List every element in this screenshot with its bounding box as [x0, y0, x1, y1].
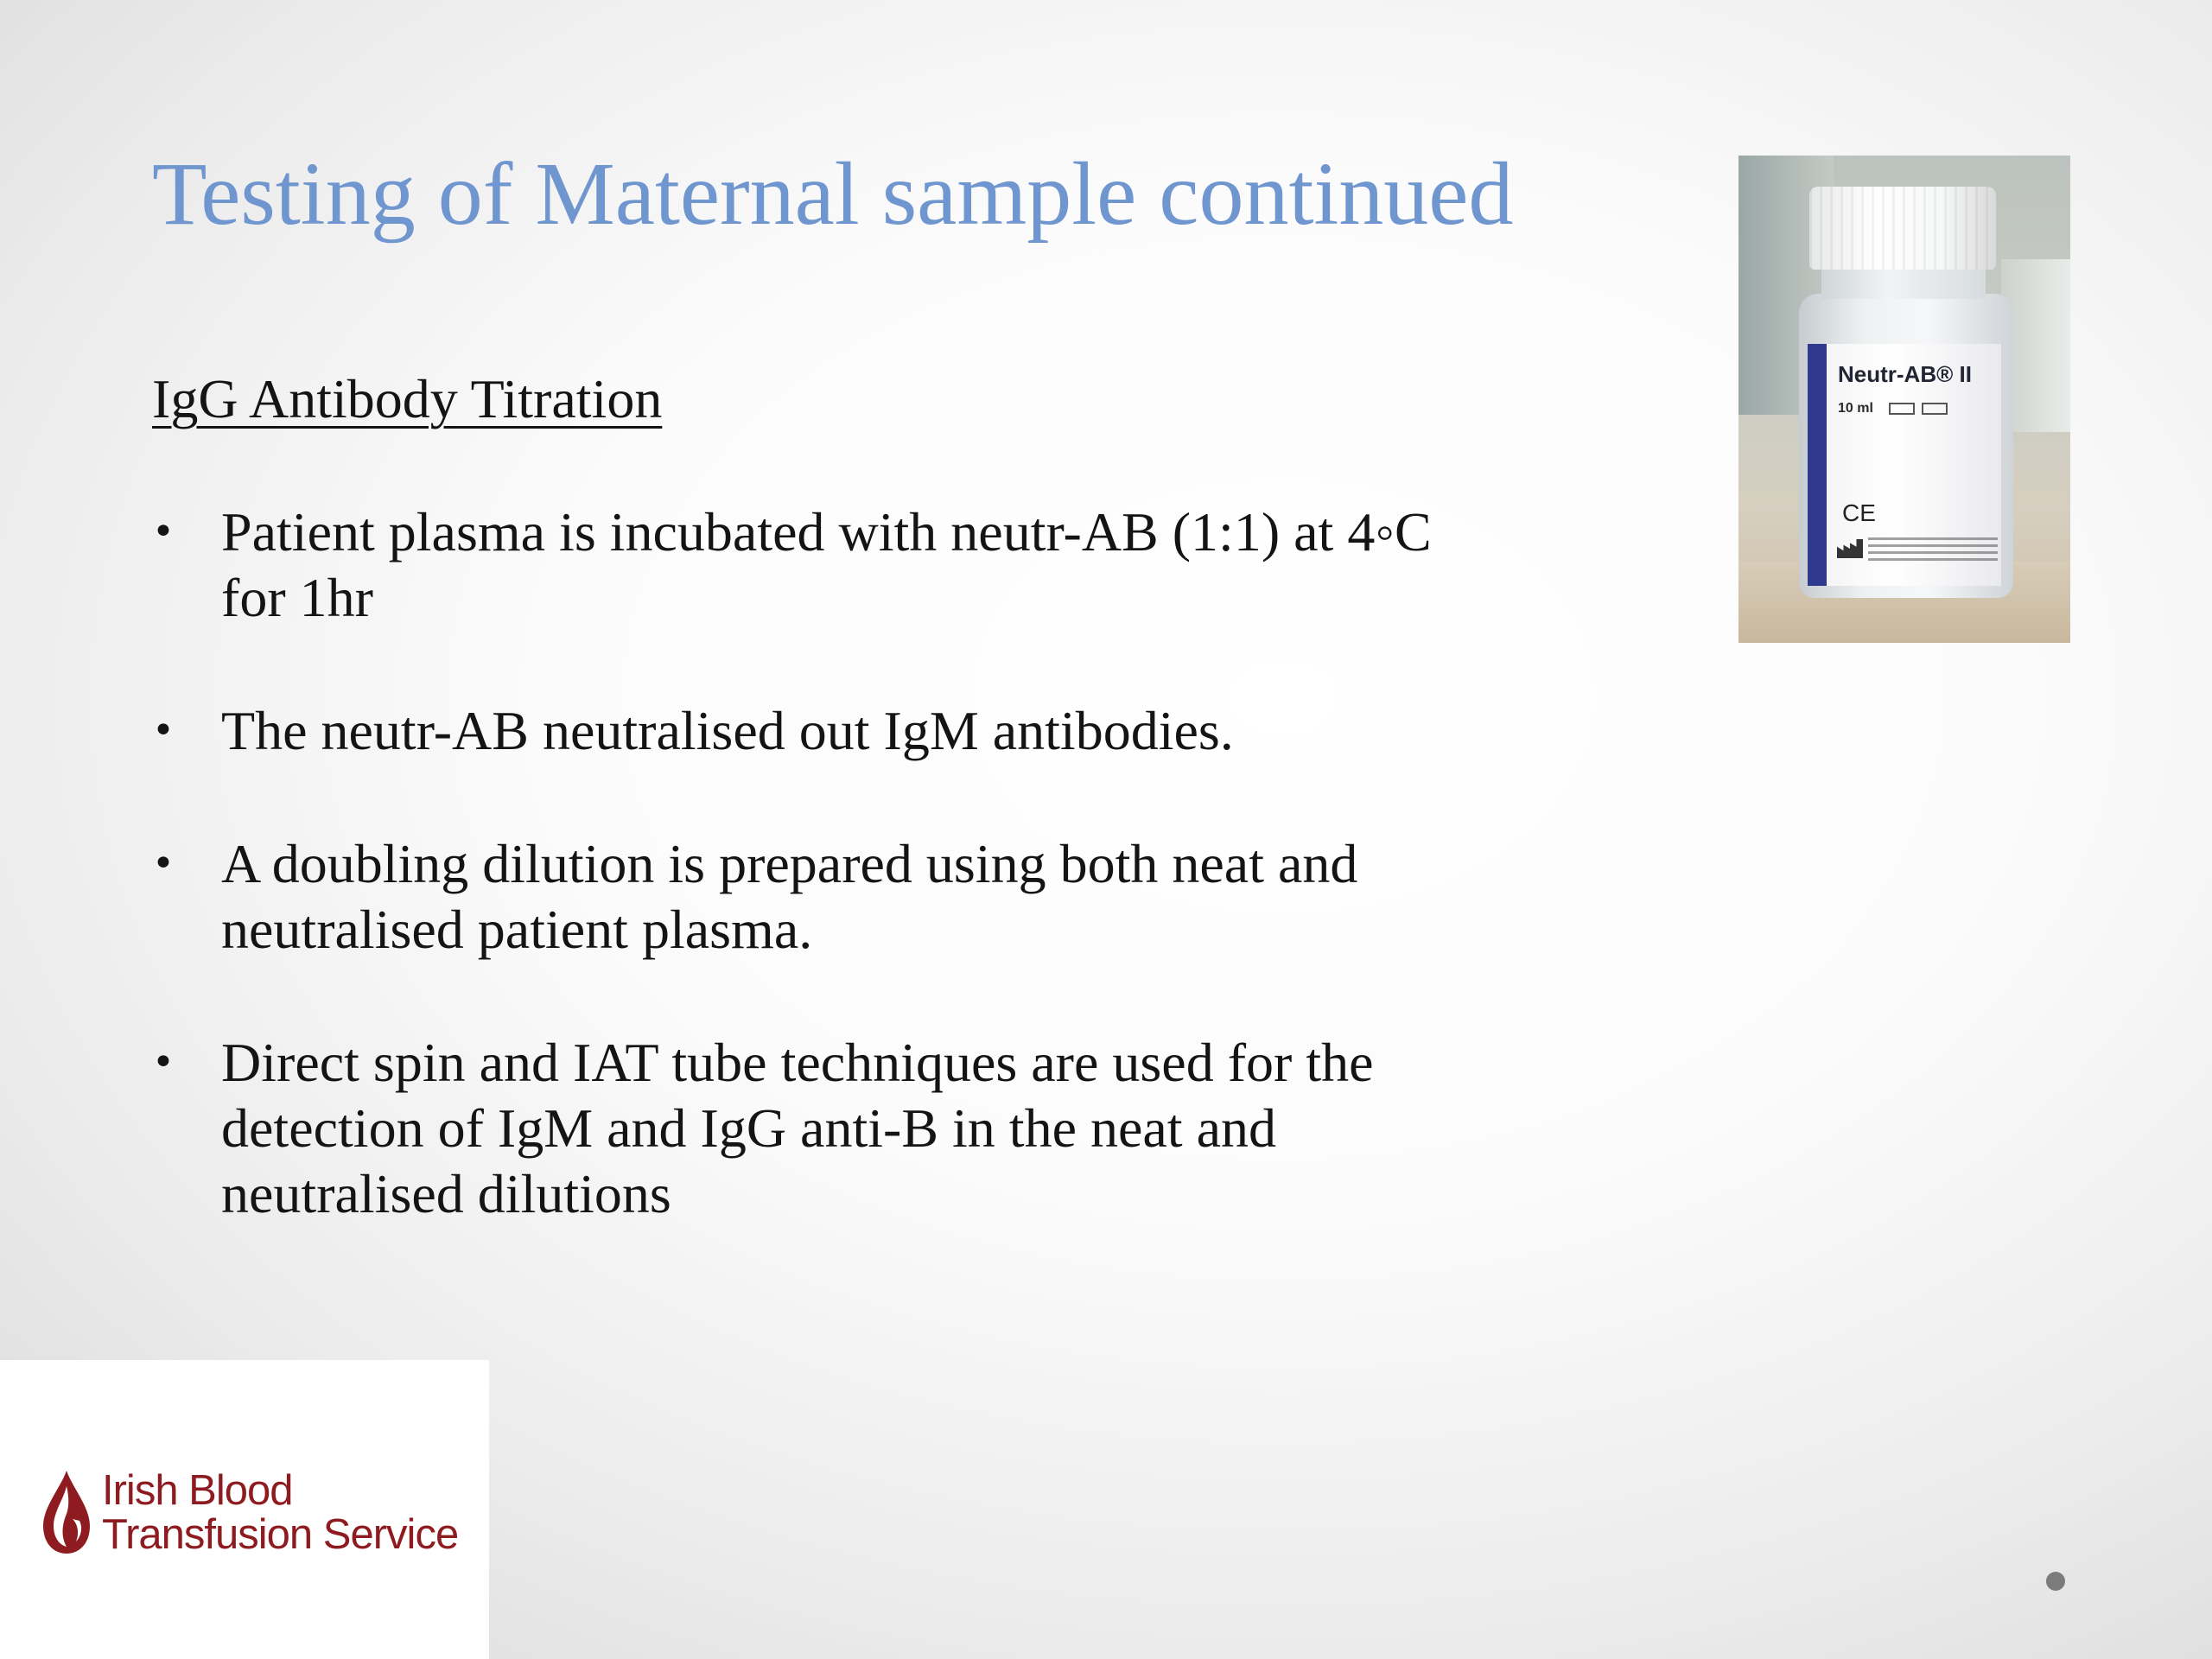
- bullet-item: [152, 499, 1448, 631]
- slide-title: Testing of Maternal sample continued: [152, 144, 1514, 244]
- vial-neck: [1821, 268, 1986, 299]
- vial-label-stripe: [1808, 344, 1827, 586]
- bullet-text: Patient plasma is incubated with neutr-AB (1:1) at 4◦C for 1hr: [221, 501, 1432, 628]
- bullet-marker: •: [152, 842, 175, 886]
- vial-cap-texture: [1809, 187, 1996, 270]
- ce-mark: CE: [1842, 499, 1876, 526]
- vial-product-name: Neutr-AB® II: [1838, 361, 1972, 387]
- bullet-text: The neutr-AB neutralised out IgM antibodies.: [221, 700, 1234, 761]
- bullet-marker: •: [152, 1040, 175, 1084]
- logo-text-line-2: Transfusion Service: [102, 1511, 459, 1558]
- bullet-text: A doubling dilution is prepared using both neat and neutralised patient plasma.: [221, 833, 1358, 960]
- bullet-item: [152, 831, 1448, 963]
- product-photo: [1738, 156, 2070, 643]
- bullet-marker: •: [152, 709, 175, 753]
- bullet-marker: •: [152, 510, 175, 554]
- logo-text-line-1: Irish Blood: [102, 1467, 293, 1514]
- bullet-text: Direct spin and IAT tube techniques are used for the detection of IgM and IgG anti-B in the neat and neutralised dilutions: [221, 1032, 1374, 1224]
- vial-volume: 10 ml: [1838, 401, 1873, 416]
- slide-indicator-dot: [2046, 1572, 2065, 1591]
- instructions-symbol-icon: [1922, 403, 1948, 415]
- bullet-item: [152, 698, 1448, 764]
- bullet-item: [152, 1030, 1448, 1227]
- ivd-symbol-icon: [1889, 403, 1915, 415]
- section-heading: IgG Antibody Titration: [152, 368, 663, 429]
- blood-drop-icon: [38, 1469, 95, 1555]
- ibts-logo: [0, 1360, 489, 1659]
- manufacturer-details: [1868, 537, 1998, 563]
